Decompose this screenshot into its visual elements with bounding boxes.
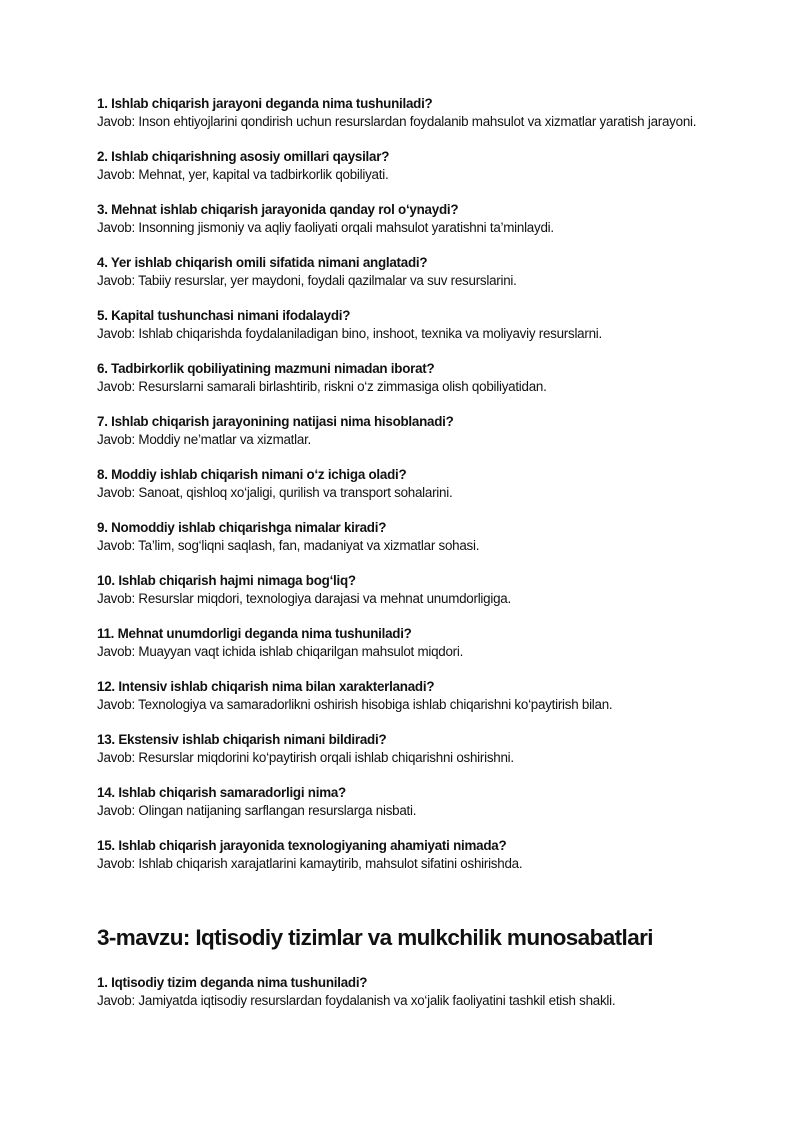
question-text: 4. Yer ishlab chiqarish omili sifatida nimani anglatadi? — [97, 255, 428, 270]
question-text: 5. Kapital tushunchasi nimani ifodalaydi? — [97, 308, 351, 323]
answer-text: Javob: Ishlab chiqarish xarajatlarini kamaytirib, mahsulot sifatini oshirishda. — [97, 855, 523, 871]
qa-item — [97, 307, 697, 342]
qa-item — [97, 837, 697, 872]
qa-item — [97, 572, 697, 607]
question-text: 1. Iqtisodiy tizim deganda nima tushuniladi? — [97, 975, 368, 990]
question-text: 10. Ishlab chiqarish hajmi nimaga bog‘liq? — [97, 573, 356, 588]
answer-text: Javob: Resurslar miqdori, texnologiya darajasi va mehnat unumdorligiga. — [97, 590, 511, 606]
answer-text: Javob: Resurslarni samarali birlashtirib, riskni o‘z zimmasiga olish qobiliyatidan. — [97, 378, 547, 394]
answer-text: Javob: Inson ehtiyojlarini qondirish uchun resurslardan foydalanib mahsulot va xizmatlar yaratish jarayoni. — [97, 113, 697, 129]
answer-text: Javob: Texnologiya va samaradorlikni oshirish hisobiga ishlab chiqarishni ko‘paytirish bilan. — [97, 696, 613, 712]
qa-item — [97, 784, 697, 819]
question-text: 15. Ishlab chiqarish jarayonida texnologiyaning ahamiyati nimada? — [97, 838, 507, 853]
answer-text: Javob: Ta’lim, sog‘liqni saqlash, fan, madaniyat va xizmatlar sohasi. — [97, 537, 480, 553]
answer-text: Javob: Tabiiy resurslar, yer maydoni, foydali qazilmalar va suv resurslarini. — [97, 272, 517, 288]
qa-item — [97, 95, 697, 130]
question-text: 1. Ishlab chiqarish jarayoni deganda nima tushuniladi? — [97, 96, 433, 111]
answer-text: Javob: Ishlab chiqarishda foydalaniladigan bino, inshoot, texnika va moliyaviy resurslarni. — [97, 325, 602, 341]
question-text: 2. Ishlab chiqarishning asosiy omillari qaysilar? — [97, 149, 390, 164]
answer-text: Javob: Sanoat, qishloq xo‘jaligi, qurilish va transport sohalarini. — [97, 484, 453, 500]
question-text: 9. Nomoddiy ishlab chiqarishga nimalar kiradi? — [97, 520, 387, 535]
question-text: 3. Mehnat ishlab chiqarish jarayonida qanday rol o‘ynaydi? — [97, 202, 459, 217]
qa-list — [97, 95, 697, 872]
answer-text: Javob: Jamiyatda iqtisodiy resurslardan foydalanish va xo‘jalik faoliyatini tashkil etish shakli. — [97, 992, 616, 1008]
qa-item — [97, 413, 697, 448]
qa-item — [97, 678, 697, 713]
question-text: 7. Ishlab chiqarish jarayonining natijasi nima hisoblanadi? — [97, 414, 454, 429]
answer-text: Javob: Mehnat, yer, kapital va tadbirkorlik qobiliyati. — [97, 166, 389, 182]
qa-item — [97, 148, 697, 183]
question-text: 12. Intensiv ishlab chiqarish nima bilan xarakterlanadi? — [97, 679, 435, 694]
question-text: 8. Moddiy ishlab chiqarish nimani o‘z ichiga oladi? — [97, 467, 407, 482]
section-heading: 3-mavzu: Iqtisodiy tizimlar va mulkchilik munosabatlari — [97, 925, 653, 950]
qa-item — [97, 201, 697, 236]
document-page — [97, 95, 697, 1027]
answer-text: Javob: Muayyan vaqt ichida ishlab chiqarilgan mahsulot miqdori. — [97, 643, 464, 659]
qa-item — [97, 519, 697, 554]
answer-text: Javob: Insonning jismoniy va aqliy faoliyati orqali mahsulot yaratishni ta’minlaydi. — [97, 219, 554, 235]
qa-item — [97, 625, 697, 660]
answer-text: Javob: Olingan natijaning sarflangan resurslarga nisbati. — [97, 802, 417, 818]
question-text: 6. Tadbirkorlik qobiliyatining mazmuni nimadan iborat? — [97, 361, 435, 376]
answer-text: Javob: Resurslar miqdorini ko‘paytirish orqali ishlab chiqarishni oshirishni. — [97, 749, 514, 765]
question-text: 14. Ishlab chiqarish samaradorligi nima? — [97, 785, 346, 800]
qa-item — [97, 974, 697, 1009]
qa-item — [97, 254, 697, 289]
answer-text: Javob: Moddiy ne’matlar va xizmatlar. — [97, 431, 312, 447]
qa-item — [97, 360, 697, 395]
question-text: 13. Ekstensiv ishlab chiqarish nimani bildiradi? — [97, 732, 387, 747]
question-text: 11. Mehnat unumdorligi deganda nima tushuniladi? — [97, 626, 412, 641]
qa-list — [97, 974, 697, 1009]
qa-item — [97, 731, 697, 766]
qa-item — [97, 466, 697, 501]
